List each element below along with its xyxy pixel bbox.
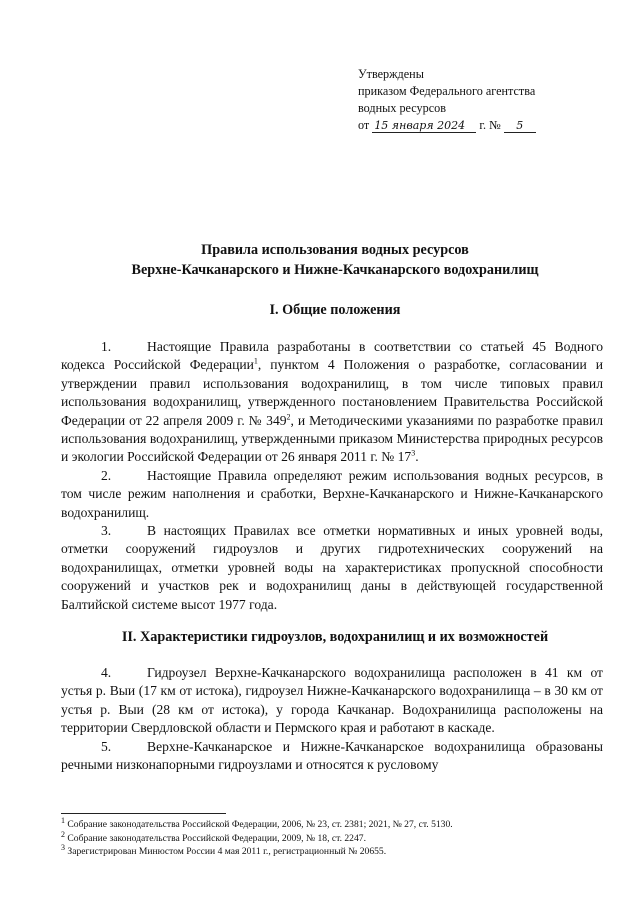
footnote-ref-3: 3 [411, 448, 416, 458]
approval-line-3: водных ресурсов [358, 101, 446, 115]
footnote-divider [61, 813, 226, 814]
section-2-heading: II. Характеристики гидроузлов, водохранилищ и их возможностей [121, 629, 549, 645]
approval-line-1: Утверждены [358, 67, 424, 81]
handwritten-date: 15 января 2024 [372, 119, 476, 133]
paragraph-1-text-a: Настоящие Правила разработаны в соответствии со статьей 45 Водного кодекса Российской Федерации [61, 339, 603, 373]
footnote-ref-2: 2 [286, 412, 291, 422]
approval-block [358, 66, 536, 134]
paragraph-5 [61, 738, 603, 775]
section-1-body [61, 338, 603, 614]
footnote-2-text: Собрание законодательства Российской Федерации, 2009, № 18, ст. 2247. [67, 832, 366, 844]
footnotes [61, 815, 611, 859]
paragraph-3-text: В настоящих Правилах все отметки нормативных и иных уровней воды, отметки сооружений гидроузлов и других гидротехнических сооружений на водохранилищах, отметки уровней воды на характеристиках пропускной способности сооружений и участков рек и водохранилищ даны в действующей государственной Балтийской системе высот 1977 года. [61, 523, 603, 612]
footnote-1-text: Собрание законодательства Российской Федерации, 2006, № 23, ст. 2381; 2021, № 27, ст. 5130. [67, 819, 453, 830]
section-1-heading: I. Общие положения [269, 302, 401, 318]
footnote-1 [61, 815, 611, 832]
footnote-ref-1: 1 [253, 356, 258, 366]
paragraph-5-text: Верхне-Качканарское и Нижне-Качканарское водохранилища образованы речными низконапорными гидроузлами и относятся к русловому [61, 738, 603, 773]
paragraph-2-number: 2. [101, 467, 112, 483]
paragraph-4-text: Гидроузел Верхне-Качканарского водохранилища расположен в 41 км от устья р. Выи (17 км от истока), гидроузел Нижне-Качканарского водохранилища – в 30 км от устья р. Выи (28 км от истока), у города Качканар. Водохранилища расположены на территории Свердловской области и Пермского края и работают в каскаде. [61, 665, 603, 736]
paragraph-2-text: Настоящие Правила определяют режим использования водных ресурсов, в том числе режим наполнения и сработки, Верхне-Качканарского и Нижне-Качканарского водохранилищ. [61, 467, 603, 520]
paragraph-4 [61, 664, 603, 738]
document-title [60, 240, 610, 280]
title-line-2: Верхне-Качканарского и Нижне-Качканарского водохранилищ [131, 262, 539, 278]
paragraph-3-number: 3. [101, 523, 112, 539]
paragraph-1-number: 1. [101, 339, 112, 354]
paragraph-1-text-c: , и Методическими указаниями по разработке правил использования водохранилищ, утвержденными приказом Министерства природных ресурсов и экологии Российской Федерации от 26 января 2011 г. № 17 [61, 412, 603, 465]
approval-year-suffix: г. № [479, 118, 501, 132]
footnote-3-text: Зарегистрирован Минюстом России 4 мая 2011 г., регистрационный № 20655. [67, 846, 387, 857]
footnote-2-mark: 2 [61, 829, 65, 839]
title-line-1: Правила использования водных ресурсов [201, 242, 469, 258]
approval-line-2: приказом Федерального агентства [358, 84, 536, 98]
approval-date-line [358, 117, 536, 134]
paragraph-1-text-d: . [415, 449, 419, 465]
approval-from-label: от [358, 118, 370, 132]
paragraph-1-text-b: , пунктом 4 Положения о разработке, согласовании и утверждении правил использования водохранилищ, в том числе типовых правил использования водохранилищ, утвержденного постановлением Правительства Российской Федерации от 22 апреля 2009 г. № 349 [61, 357, 603, 428]
footnote-3 [61, 842, 611, 859]
paragraph-2 [61, 467, 603, 522]
footnote-3-mark: 3 [61, 842, 65, 852]
footnote-1-mark: 1 [61, 815, 65, 825]
paragraph-1 [61, 338, 603, 467]
paragraph-5-number: 5. [101, 738, 112, 754]
paragraph-4-number: 4. [101, 665, 112, 680]
section-2-body [61, 664, 603, 774]
handwritten-number: 5 [504, 119, 536, 133]
paragraph-3 [61, 522, 603, 614]
footnote-2 [61, 829, 611, 846]
